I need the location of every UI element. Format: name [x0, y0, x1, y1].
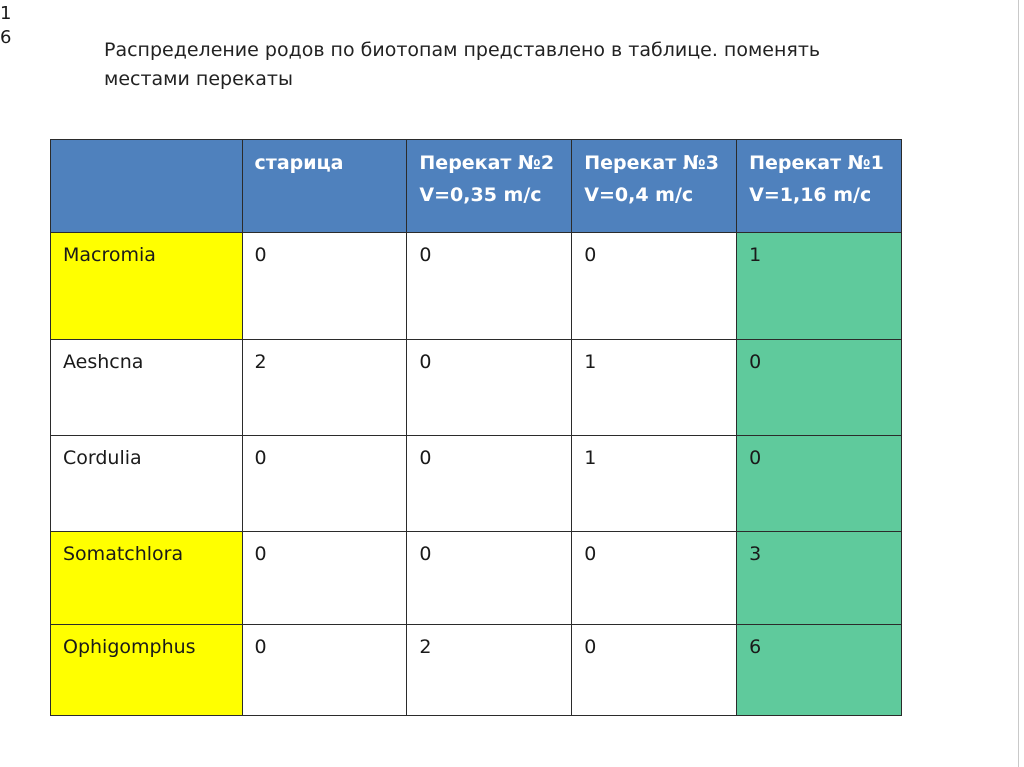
biotope-table — [50, 139, 902, 716]
header-cell-genus — [51, 140, 243, 233]
value-cell: 0 — [407, 340, 572, 436]
value-cell: 1 — [572, 340, 737, 436]
value-cell: 2 — [242, 340, 407, 436]
value-cell: 0 — [407, 532, 572, 625]
value-cell: 2 — [407, 625, 572, 716]
genus-cell: Somatchlora — [51, 532, 243, 625]
value-cell: 0 — [242, 625, 407, 716]
value-cell: 0 — [572, 625, 737, 716]
header-cell-riffle-3: Перекат №3 V=0,4 m/c — [572, 140, 737, 233]
header-cell-staritsa: старица — [242, 140, 407, 233]
table-header-row — [51, 140, 902, 233]
table-row — [51, 340, 902, 436]
value-cell: 0 — [242, 233, 407, 340]
slide-border — [1018, 0, 1019, 767]
value-cell: 0 — [572, 532, 737, 625]
value-cell: 0 — [242, 436, 407, 532]
value-cell: 3 — [737, 532, 902, 625]
value-cell: 0 — [737, 436, 902, 532]
table-row — [51, 233, 902, 340]
table-row — [51, 436, 902, 532]
value-cell: 0 — [572, 233, 737, 340]
value-cell: 6 — [737, 625, 902, 716]
genus-cell: Cordulia — [51, 436, 243, 532]
slide-number: 1 6 — [0, 3, 12, 48]
value-cell: 0 — [407, 233, 572, 340]
header-cell-riffle-1: Перекат №1 V=1,16 m/c — [737, 140, 902, 233]
genus-cell: Aeshcna — [51, 340, 243, 436]
value-cell: 1 — [737, 233, 902, 340]
value-cell: 0 — [242, 532, 407, 625]
header-cell-riffle-2: Перекат №2 V=0,35 m/c — [407, 140, 572, 233]
genus-cell: Ophigomphus — [51, 625, 243, 716]
value-cell: 0 — [407, 436, 572, 532]
value-cell: 0 — [737, 340, 902, 436]
slide-title: Распределение родов по биотопам представлено в таблице. поменять местами перекаты — [104, 39, 821, 90]
table-row — [51, 532, 902, 625]
table-row — [51, 625, 902, 716]
value-cell: 1 — [572, 436, 737, 532]
genus-cell: Macromia — [51, 233, 243, 340]
